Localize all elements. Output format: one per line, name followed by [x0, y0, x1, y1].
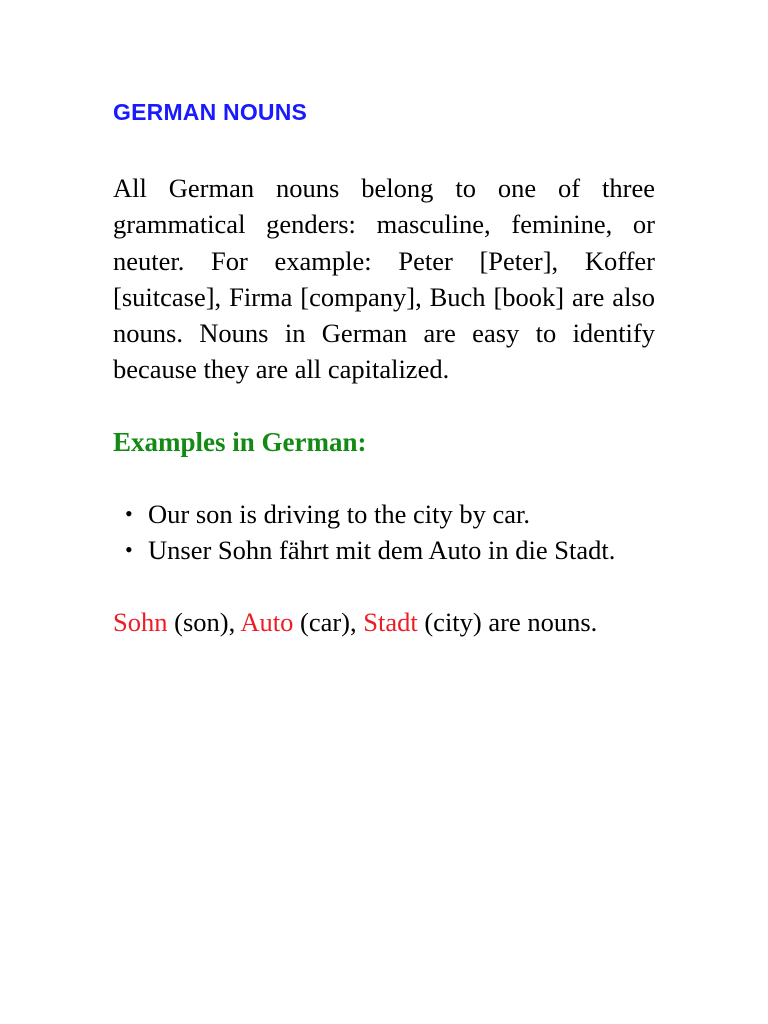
list-item [103, 532, 655, 568]
example-german: Unser Sohn fährt mit dem Auto in die Stadt. [148, 535, 616, 566]
examples-heading: Examples in German: [113, 426, 367, 457]
examples-list [113, 496, 655, 569]
noun-highlight: Stadt [363, 607, 418, 638]
intro-paragraph: All German nouns belong to one of three grammatical genders: masculine, feminine, or neuter. For example: Peter [Peter], Koffer [suitcase], Firma [company], Buch [book] are also nouns. Nouns in German are easy to identify because they are all capitalized. [113, 173, 655, 385]
noun-highlight: Sohn [113, 607, 168, 638]
noun-gloss: (car), [293, 607, 364, 638]
document-page [113, 94, 655, 641]
example-english: Our son is driving to the city by car. [148, 498, 530, 529]
closing-paragraph [113, 604, 655, 640]
list-item [103, 496, 655, 532]
document-title: GERMAN NOUNS [113, 99, 308, 125]
bullet-dot-icon: • [125, 537, 133, 563]
noun-gloss: (city) are nouns. [417, 607, 598, 638]
noun-highlight: Auto [240, 607, 294, 638]
bullet-dot-icon: • [125, 500, 133, 526]
noun-gloss: (son), [167, 607, 241, 638]
